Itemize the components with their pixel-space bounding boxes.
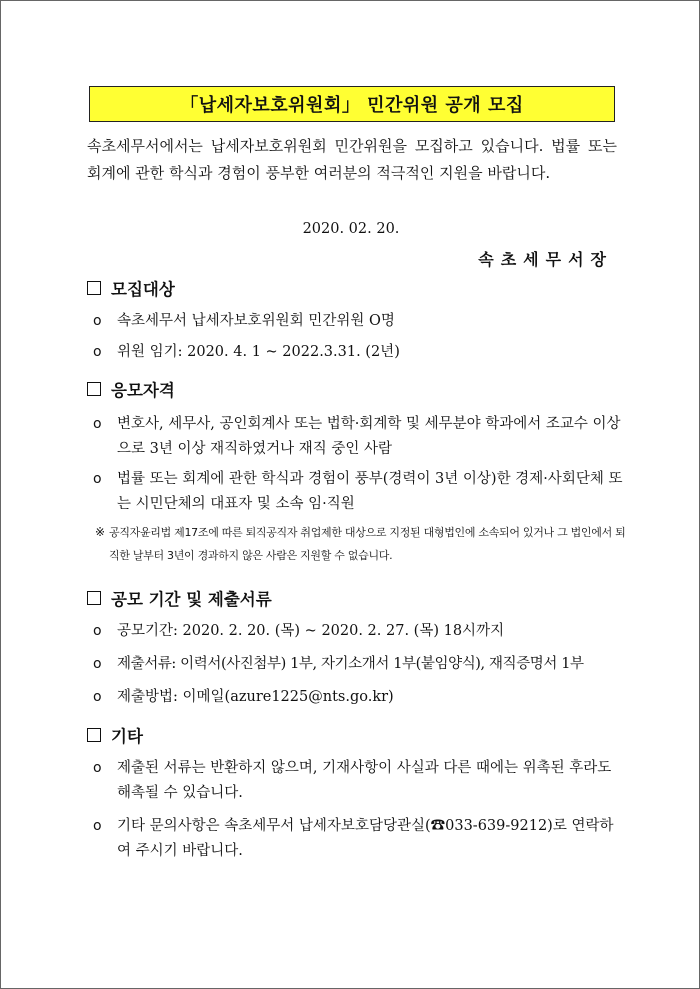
circle-bullet-icon: o (93, 623, 102, 639)
issuing-office: 속초세무서장 (478, 250, 613, 269)
section-recruitment-target (87, 275, 627, 365)
checkbox-square-icon (87, 591, 101, 605)
list-item: o 법률 또는 회계에 관한 학식과 경험이 풍부(경력이 3년 이상)한 경제·사회단체 또는 시민단체의 대표자 및 소속 임·직원 (87, 467, 627, 517)
eligibility-note: ※ 공직자윤리법 제17조에 따른 퇴직공직자 취업제한 대상으로 지정된 대형법인에 소속되어 있거나 그 법인에서 퇴직한 날부터 3년이 경과하지 않은 사람은 지원할 수 없습니다. (87, 521, 627, 567)
circle-bullet-icon: o (93, 818, 102, 834)
circle-bullet-icon: o (93, 416, 102, 432)
reference-mark: ※ (95, 525, 105, 539)
section-eligibility (87, 376, 627, 567)
circle-bullet-icon: o (93, 344, 102, 360)
list-item: o 위원 임기: 2020. 4. 1 ~ 2022.3.31. (2년) (87, 340, 627, 365)
list-item: o 변호사, 세무사, 공인회계사 또는 법학·회계학 및 세무분야 학과에서 조교수 이상으로 3년 이상 재직하였거나 재직 중인 사람 (87, 412, 627, 462)
section-period-documents (87, 585, 627, 710)
circle-bullet-icon: o (93, 760, 102, 776)
circle-bullet-icon: o (93, 313, 102, 329)
intro-paragraph: 속초세무서에서는 납세자보호위원회 민간위원을 모집하고 있습니다. 법률 또는 회계에 관한 학식과 경험이 풍부한 여러분의 적극적인 지원을 바랍니다. (87, 137, 617, 182)
section-heading: 공모 기간 및 제출서류 (87, 585, 627, 611)
list-item: o 기타 문의사항은 속초세무서 납세자보호담당관실(☎033-639-9212)로 연락하여 주시기 바랍니다. (87, 814, 627, 864)
circle-bullet-icon: o (93, 656, 102, 672)
checkbox-square-icon (87, 382, 101, 396)
list-item: o 제출방법: 이메일(azure1225@nts.go.kr) (87, 685, 627, 710)
section-heading: 모집대상 (87, 275, 627, 301)
section-other (87, 722, 627, 864)
document-title (89, 86, 615, 122)
checkbox-square-icon (87, 281, 101, 295)
list-item: o 제출서류: 이력서(사진첨부) 1부, 자기소개서 1부(붙임양식), 재직증명서 1부 (87, 652, 627, 677)
announcement-date: 2020. 02. 20. (302, 221, 400, 237)
circle-bullet-icon: o (93, 689, 102, 705)
list-item: o 속초세무서 납세자보호위원회 민간위원 O명 (87, 309, 627, 334)
section-heading: 응모자격 (87, 376, 627, 402)
section-heading: 기타 (87, 722, 627, 748)
document-title-text: 「납세자보호위원회」 민간위원 공개 모집 (180, 95, 524, 116)
circle-bullet-icon: o (93, 471, 102, 487)
list-item: o 제출된 서류는 반환하지 않으며, 기재사항이 사실과 다른 때에는 위촉된 후라도 해촉될 수 있습니다. (87, 756, 627, 806)
checkbox-square-icon (87, 728, 101, 742)
list-item: o 공모기간: 2020. 2. 20. (목) ~ 2020. 2. 27. (목) 18시까지 (87, 619, 627, 644)
